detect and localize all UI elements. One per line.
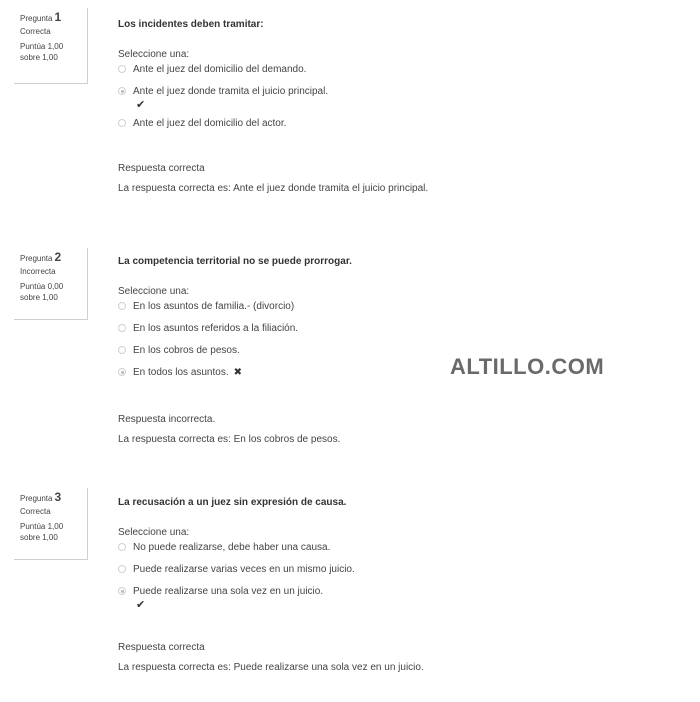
question-state: Correcta — [20, 27, 51, 36]
question-label: Pregunta — [20, 254, 53, 263]
correct-answer-text: La respuesta correcta es: En los cobros de pesos. — [118, 434, 341, 445]
question-number: 2 — [54, 250, 62, 264]
question-label: Pregunta — [20, 494, 53, 503]
watermark: ALTILLO.COM — [450, 354, 605, 379]
radio-button[interactable] — [118, 119, 126, 127]
feedback-text: Respuesta correcta — [118, 642, 205, 653]
answer-option[interactable] — [118, 584, 678, 598]
radio-button[interactable] — [118, 302, 126, 310]
answer-option[interactable] — [118, 116, 678, 130]
question-number: 3 — [54, 490, 62, 504]
question-score: Puntúa 0,00 — [20, 282, 64, 291]
answer-option[interactable] — [118, 299, 678, 313]
radio-button[interactable] — [118, 543, 126, 551]
question-state: Correcta — [20, 507, 51, 516]
check-icon: ✔ — [136, 99, 146, 111]
radio-button[interactable] — [118, 346, 126, 354]
question-score: Puntúa 1,00 — [20, 42, 64, 51]
answer-option[interactable] — [118, 84, 678, 98]
radio-button[interactable] — [118, 324, 126, 332]
correct-answer-text: La respuesta correcta es: Puede realizarse una sola vez en un juicio. — [118, 662, 424, 673]
select-prompt: Seleccione una: — [118, 49, 190, 60]
select-prompt: Seleccione una: — [118, 527, 190, 538]
radio-button[interactable] — [118, 87, 126, 95]
option-label: No puede realizarse, debe haber una causa. — [133, 541, 331, 553]
answer-option[interactable] — [118, 321, 678, 335]
feedback-text: Respuesta correcta — [118, 163, 205, 174]
option-label: En los asuntos de familia.- (divorcio) — [133, 300, 295, 312]
question-score-max: sobre 1,00 — [20, 293, 58, 302]
option-label: En todos los asuntos. — [133, 366, 229, 378]
radio-button[interactable] — [118, 587, 126, 595]
option-label: Puede realizarse una sola vez en un juicio. — [133, 585, 324, 597]
option-label: Puede realizarse varias veces en un mismo juicio. — [133, 563, 355, 575]
select-prompt: Seleccione una: — [118, 286, 190, 297]
option-label: En los asuntos referidos a la filiación. — [133, 322, 299, 334]
radio-button[interactable] — [118, 65, 126, 73]
question-content — [118, 19, 678, 194]
answer-option[interactable] — [118, 562, 678, 576]
question-info — [14, 8, 88, 84]
question-content — [118, 256, 678, 445]
cross-icon: ✖ — [233, 366, 243, 378]
question-text: Los incidentes deben tramitar: — [118, 19, 264, 30]
answer-option[interactable] — [118, 62, 678, 76]
question-score-max: sobre 1,00 — [20, 53, 58, 62]
correct-answer-text: La respuesta correcta es: Ante el juez donde tramita el juicio principal. — [118, 183, 429, 194]
question-info — [14, 488, 88, 560]
radio-button[interactable] — [118, 565, 126, 573]
check-icon: ✔ — [136, 599, 146, 611]
question-content — [118, 497, 678, 673]
question-text: La recusación a un juez sin expresión de causa. — [118, 497, 347, 508]
option-label: En los cobros de pesos. — [133, 344, 240, 356]
answer-option[interactable] — [118, 540, 678, 554]
option-label: Ante el juez del domicilio del actor. — [133, 117, 287, 129]
question-text: La competencia territorial no se puede prorrogar. — [118, 256, 352, 267]
question-score-max: sobre 1,00 — [20, 533, 58, 542]
option-label: Ante el juez donde tramita el juicio principal. — [133, 85, 329, 97]
question-score: Puntúa 1,00 — [20, 522, 64, 531]
question-info — [14, 248, 88, 320]
radio-button[interactable] — [118, 368, 126, 376]
option-label: Ante el juez del domicilio del demando. — [133, 63, 307, 75]
question-number: 1 — [54, 10, 62, 24]
question-label: Pregunta — [20, 14, 53, 23]
feedback-text: Respuesta incorrecta. — [118, 414, 216, 425]
question-state: Incorrecta — [20, 267, 56, 276]
